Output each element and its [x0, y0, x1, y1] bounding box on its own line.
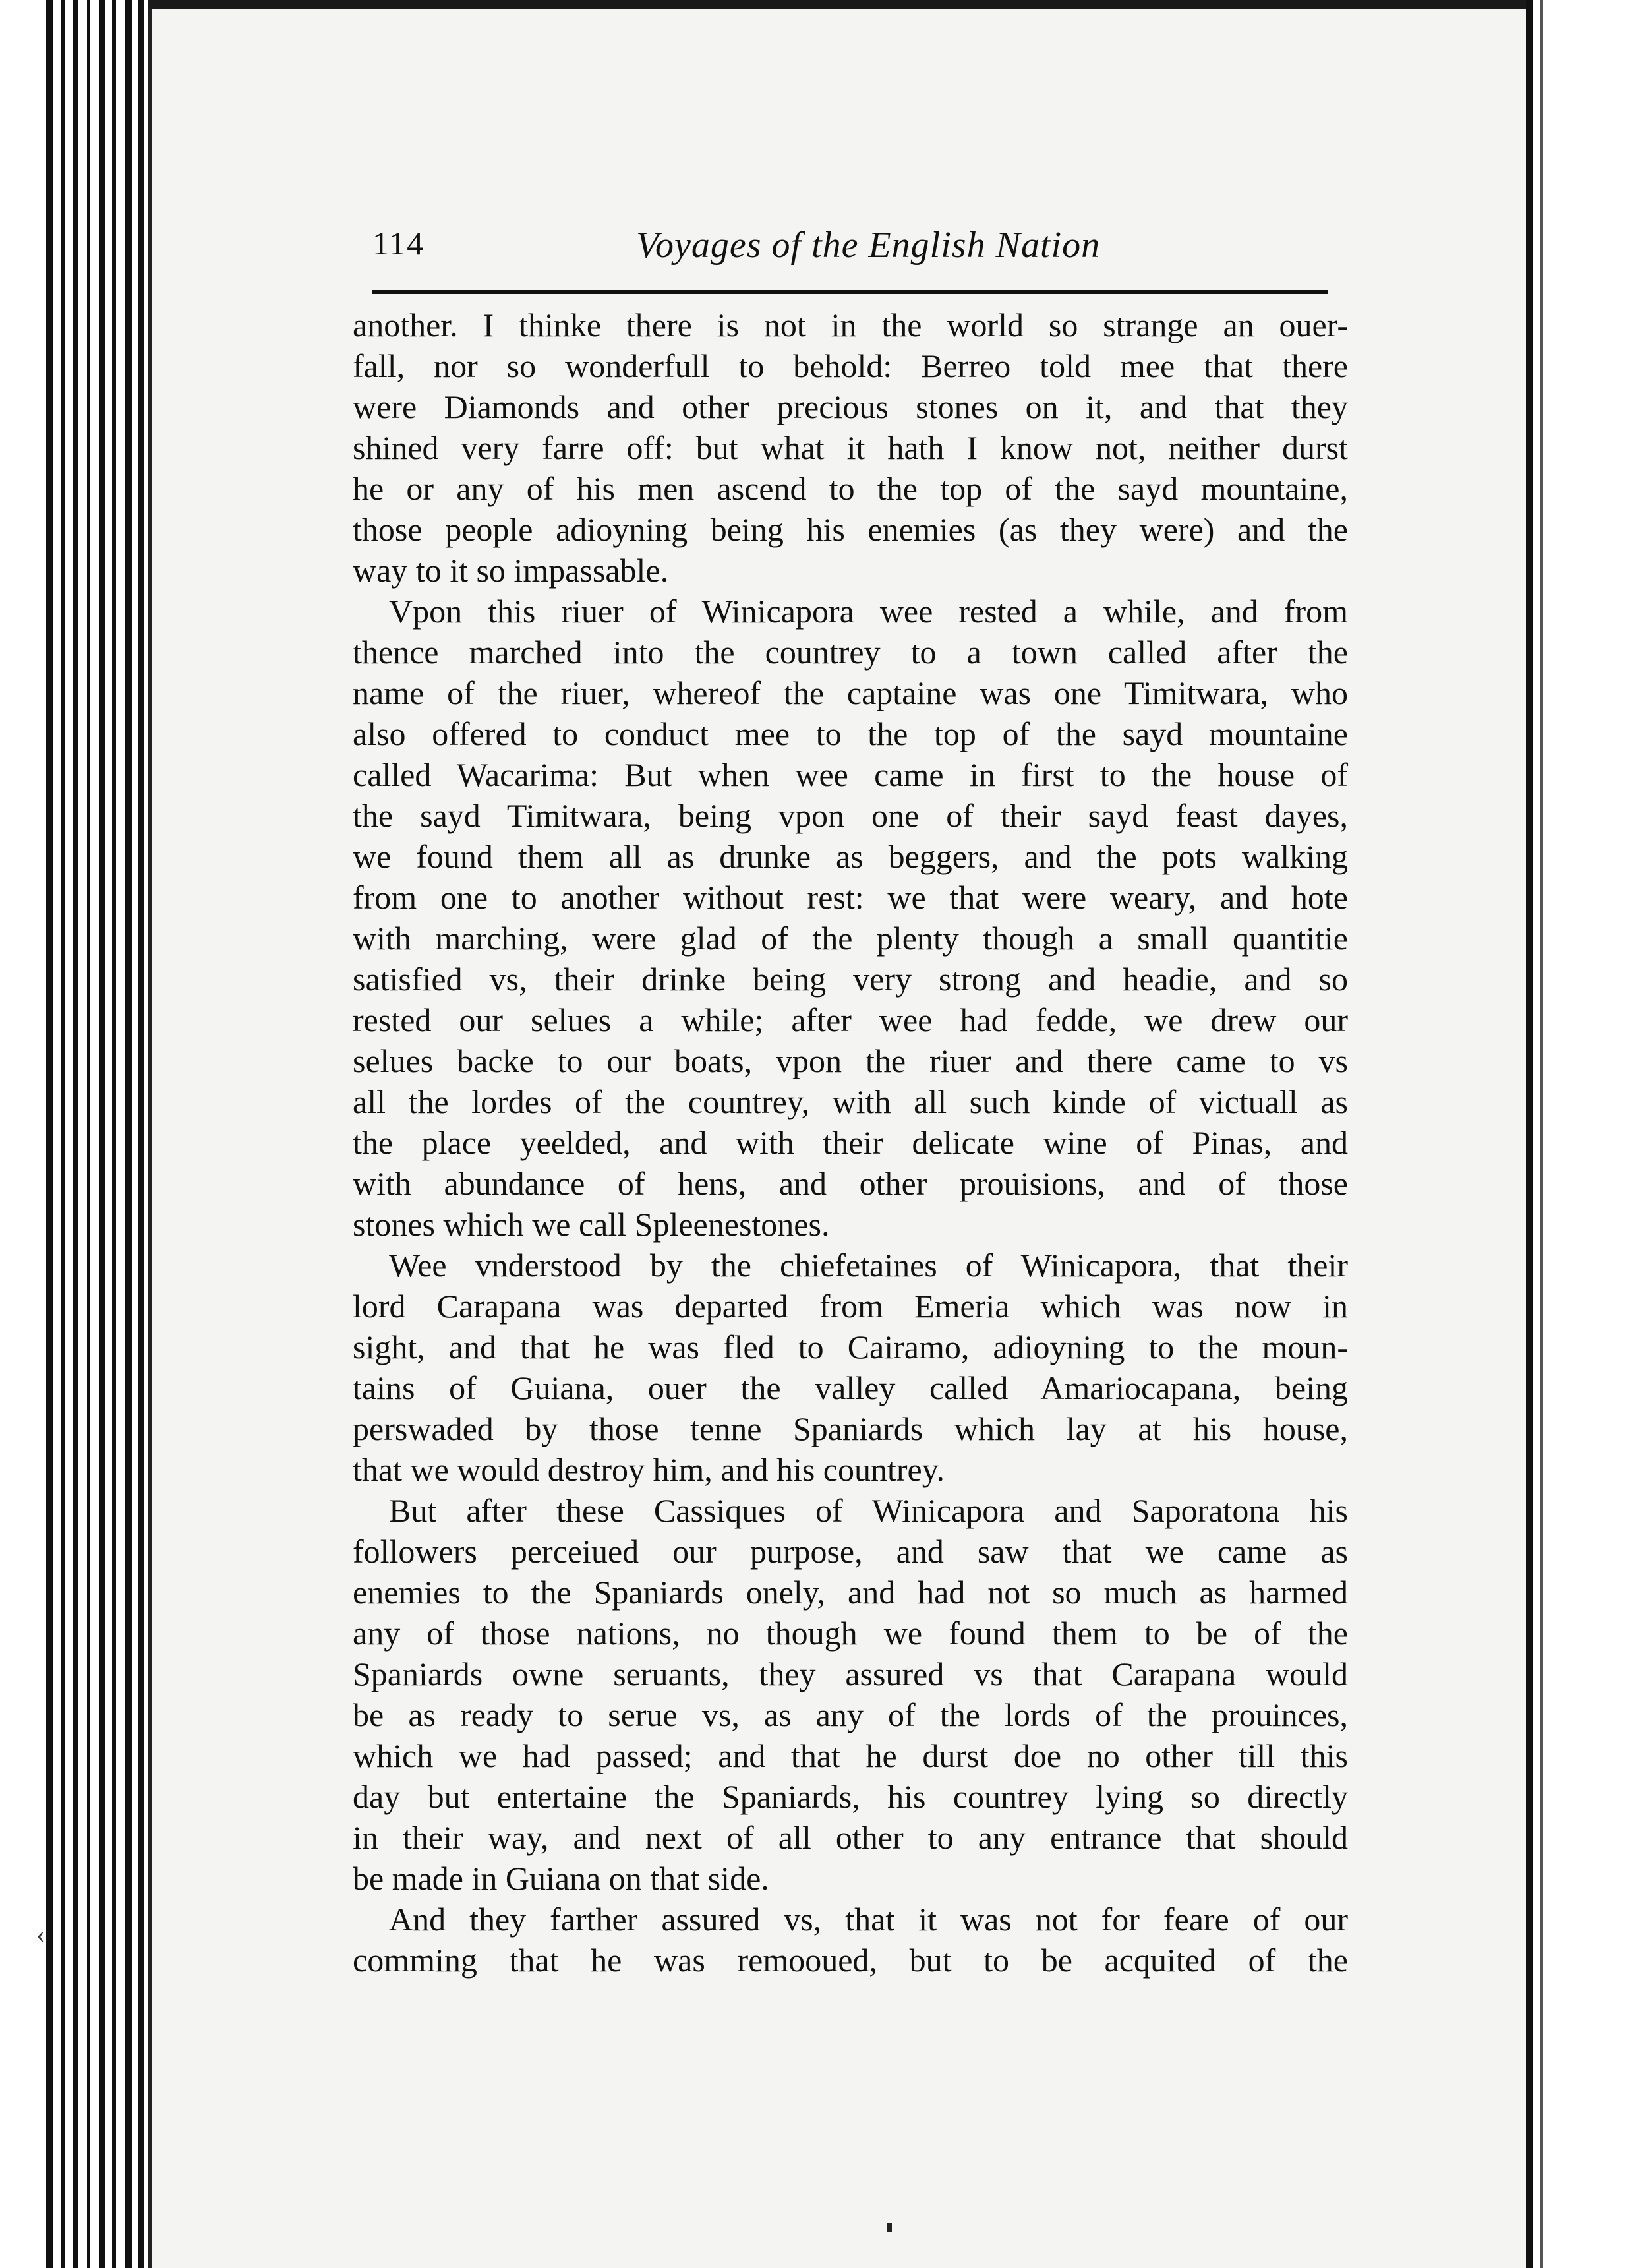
page-top-edge: [148, 0, 1526, 9]
text-line: be made in Guiana on that side.: [353, 1860, 769, 1897]
page-header: [372, 224, 1341, 277]
text-line: followers perceiued our purpose, and saw that we came as: [353, 1533, 1348, 1570]
text-line: that we would destroy him, and his countrey.: [353, 1451, 945, 1488]
text-line: with abundance of hens, and other prouisions, and of those: [353, 1165, 1348, 1202]
gutter-mark: ‹: [36, 1919, 45, 1949]
text-line: he or any of his men ascend to the top of the sayd mountaine,: [353, 470, 1348, 507]
text-line: comming that he was remooued, but to be acquited of the: [353, 1942, 1348, 1979]
text-line: perswaded by those tenne Spaniards which lay at his house,: [353, 1410, 1348, 1447]
text-line: way to it so impassable.: [353, 552, 669, 589]
text-line: satisfied vs, their drinke being very strong and headie, and so: [353, 961, 1348, 998]
text-line: with marching, were glad of the plenty though a small quantitie: [353, 920, 1348, 957]
text-line: Wee vnderstood by the chiefetaines of Winicapora, that their: [389, 1247, 1348, 1284]
bottom-mark: [887, 2223, 892, 2232]
text-line: sight, and that he was fled to Cairamo, adioyning to the moun-: [353, 1328, 1348, 1365]
page-number: 114: [372, 225, 425, 262]
text-line: any of those nations, no though we found them to be of the: [353, 1615, 1348, 1652]
text-line: shined very farre off: but what it hath I know not, neither durst: [353, 429, 1348, 466]
text-line: Spaniards owne seruants, they assured vs that Carapana would: [353, 1656, 1348, 1692]
text-line: those people adioyning being his enemies (as they were) and the: [353, 511, 1348, 548]
text-line: thence marched into the countrey to a town called after the: [353, 634, 1348, 671]
text-line: name of the riuer, whereof the captaine was one Timitwara, who: [353, 674, 1348, 711]
text-line: which we had passed; and that he durst doe no other till this: [353, 1737, 1348, 1774]
text-line: from one to another without rest: we that were weary, and hote: [353, 879, 1348, 916]
right-page-edge: [1526, 0, 1640, 2268]
text-line: enemies to the Spaniards onely, and had not so much as harmed: [353, 1574, 1348, 1611]
text-line: called Wacarima: But when wee came in first to the house of: [353, 756, 1348, 793]
text-line: were Diamonds and other precious stones on it, and that they: [353, 388, 1348, 425]
text-line: selues backe to our boats, vpon the riuer and there came to vs: [353, 1042, 1348, 1079]
text-line: in their way, and next of all other to any entrance that should: [353, 1819, 1348, 1856]
text-line: rested our selues a while; after wee had fedde, we drew our: [353, 1001, 1348, 1038]
text-line: And they farther assured vs, that it was not for feare of our: [389, 1901, 1348, 1938]
text-line: lord Carapana was departed from Emeria which was now in: [353, 1288, 1348, 1325]
text-line: the sayd Timitwara, being vpon one of their sayd feast dayes,: [353, 797, 1348, 834]
text-line: be as ready to serue vs, as any of the lords of the prouinces,: [353, 1696, 1348, 1733]
text-line: tains of Guiana, ouer the valley called Amariocapana, being: [353, 1369, 1348, 1406]
text-line: day but entertaine the Spaniards, his countrey lying so directly: [353, 1778, 1348, 1815]
text-line: another. I thinke there is not in the world so strange an ouer-: [353, 307, 1348, 343]
text-line: we found them all as drunke as beggers, and the pots walking: [353, 838, 1348, 875]
text-line: Vpon this riuer of Winicapora wee rested a while, and from: [389, 593, 1348, 630]
running-title: Voyages of the English Nation: [636, 225, 1101, 266]
text-line: all the lordes of the countrey, with all such kinde of victuall as: [353, 1083, 1348, 1120]
text-line: the place yeelded, and with their delicate wine of Pinas, and: [353, 1124, 1348, 1161]
text-line: also offered to conduct mee to the top of the sayd mountaine: [353, 715, 1348, 752]
header-rule: [372, 290, 1328, 294]
text-line: stones which we call Spleenestones.: [353, 1206, 830, 1243]
text-line: But after these Cassiques of Winicapora and Saporatona his: [389, 1492, 1348, 1529]
text-line: fall, nor so wonderfull to behold: Berreo told mee that there: [353, 347, 1348, 384]
book-spine-edges: [0, 0, 148, 2268]
body-text: [353, 305, 1348, 1981]
